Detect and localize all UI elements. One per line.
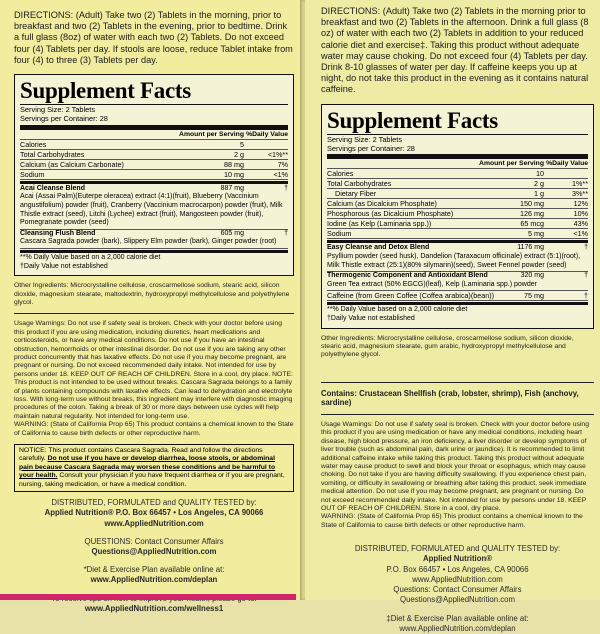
left-web: www.AppliedNutrition.com [104, 518, 204, 528]
right-company-name: Applied Nutrition® [423, 554, 492, 564]
right-servings: Servings per Container: 28 [327, 144, 415, 154]
left-fn1: **% Daily Value based on a 2,000 calorie diet [20, 253, 161, 261]
right-detox-blend: Easy Cleanse and Detox Blend 1176 mg † Psyllium powder (seed husk), Dandelion (Taraxacum officinale) extract (5:1)(root), Milk Thistle extract (25:1)(80% silymarin)(seed), Sweet Fennel powder (seed) [327, 244, 588, 272]
left-notice: NOTICE: This product contains Cascara Sagrada. Read and follow the directions carefully. Do not use if you have or develop diarrhea, loose stools, or abdominal pain because Cascara Sagrada may worsen these conditions and be harmful to your health. Consult your physician if you have frequent diarrhea or if you are pregnant, nursing, taking medication, or have a medical condition. [14, 444, 294, 492]
right-company-addr: P.O. Box 66457 • Los Angeles, CA 90066 [386, 564, 529, 574]
right-sf-title: Supplement Facts [327, 107, 588, 135]
right-diet-url: www.AppliedNutrition.com/deplan [399, 623, 516, 633]
right-directions: DIRECTIONS: (Adult) Take two (2) Tablets in the morning prior to breakfast and two (2) Tablets in the afternoon. Drink a full glass (8 oz) of water with each two (2) Tablets in addition to your reduced calorie diet and exercise‡. Taking this product without adequate water may cause choking. Do not exceed four (4) Tablets per day. Drink 8-10 glasses of water per day. If caffeine keeps you up at night, do not take this product in the evening as it contains natural caffeine. [321, 6, 589, 95]
right-fn2: †Daily Value not established [327, 315, 415, 322]
right-other-ingredients: Other Ingredients: Microcrystalline cellulose, croscarmellose sodium, silicon dioxide, stearic acid, magnesium stearate, gum arabic, hydroxypropyl methylcellulose and polyethylene glycol. [321, 334, 574, 359]
right-sf-row: Iodine (as Kelp (Laminaria spp.)) 65 mcg 43% [327, 219, 588, 229]
right-prop65-warning: WARNING: (State of California Prop 65) This product contains a chemical known to the State of California to cause birth defects or other reproductive harm. [321, 513, 583, 529]
right-usage-warnings: Usage Warnings: Do not use if safety seal is broken. Check with your doctor before using this product if you are using medication or have any medical conditions, including heart disease, high blood pressure, an iron deficiency, a liver disorder or develop symptoms of liver trouble (such as abdominal pain, dark urine or jaundice). It is recommended to limit additional caffeine intake while taking this product. Taking this product without adequate water may cause product to swell and block your throat or esophagus, which may cause choking. Do not take if you are having difficulty swallowing. If you experience chest pain, vomiting, or difficulty in swallowing or breathing after taking this product, seek immediate medical attention. Do not use if you may become pregnant, are pregnant or nursing. Do not exceed recommended daily intake. Not intended for use by persons under 18. KEEP OUT OF REACH OF CHILDREN. Store in a cool, dry place. [321, 421, 589, 513]
right-web: www.AppliedNutrition.com [412, 574, 503, 584]
left-prop65-warning: WARNING: (State of California Prop 65) This product contains a chemical known to the State of California to cause birth defects or other reproductive harm. [14, 421, 294, 437]
left-sf-row: Calcium (as Calcium Carbonate) 88 mg 7% [20, 159, 288, 169]
left-diet-url: www.AppliedNutrition.com/deplan [90, 575, 218, 585]
right-serving-size: Serving Size: 2 Tablets [327, 134, 403, 144]
left-sf-row: Sodium 10 mg <1% [20, 169, 288, 179]
right-fn1: **% Daily Value based on a 2,000 calorie diet [327, 306, 468, 314]
left-fn2: †Daily Value not established [20, 262, 108, 270]
left-acai-blend: Acai Cleanse Blend 887 mg † Acai (Assai Palm)(Euterpe oleracea) extract (4:1)(fruit), Blueberry (Vaccinium angustifolium) powder (fruit), Cranberry (Vaccinium macrocarpon) powder (fruit), Milk Thistle extract (seed), Litchi (Lychee) extract (fruit), Mangosteen powder (fruit), Pomegranate powder (seed) [20, 185, 288, 230]
left-supplement-facts [14, 74, 294, 276]
right-supplement-facts [321, 104, 594, 329]
left-sf-header: Amount per Serving %Daily Value [20, 130, 288, 140]
left-sf-title: Supplement Facts [20, 77, 288, 105]
right-sf-row: Calories 10 [327, 169, 588, 179]
right-questions-label: Questions: Contact Consumer Affairs [393, 585, 522, 595]
left-distributed: DISTRIBUTED, FORMULATED and QUALITY TESTED by: [51, 498, 257, 508]
left-sf-row: Total Carbohydrates 2 g <1%** [20, 149, 288, 159]
left-tips-url: www.AppliedNutrition.com/wellness1 [84, 603, 224, 613]
right-sf-row: Dietary Fiber 1 g 3%** [327, 189, 588, 199]
right-caffeine-row: Caffeine (from Green Coffee (Coffea arabica)(bean)) 75 mg † [327, 291, 588, 301]
left-other-ingredients: Other Ingredients: Microcrystalline cellulose, croscarmellose sodium, stearic acid, silicon dioxide, magnesium stearate, maltodextrin, hydroxypropyl methylcellulose and polyethylene glycol. [14, 282, 290, 306]
left-serving-size: Serving Size: 2 Tablets [20, 105, 96, 115]
left-flush-blend: Cleansing Flush Blend 605 mg † Cascara Sagrada powder (bark), Slippery Elm powder (bark), Ginger powder (root) [20, 230, 288, 249]
right-sf-row: Calcium (as Dicalcium Phosphate) 150 mg 12% [327, 199, 588, 209]
right-sf-header: Amount per Serving %Daily Value [327, 159, 588, 169]
right-package-panel [305, 0, 600, 633]
left-servings: Servings per Container: 28 [20, 114, 108, 124]
left-questions-email: Questions@AppliedNutrition.com [91, 546, 217, 556]
left-directions: DIRECTIONS: (Adult) Take two (2) Tablets in the morning, prior to breakfast and two (2) Tablets in the evening, prior to bedtime. Drink a full glass (8oz) of water with each two (2) Tablets. Do not exceed four (4) Tablets per day. If stools are loose, reduce Tablet intake from four (4) to three (3) Tablets per day. [14, 10, 293, 65]
left-package-panel [0, 0, 302, 613]
right-distributed: DISTRIBUTED, FORMULATED and QUALITY TESTED by: [354, 544, 561, 554]
left-diet-plan: *Diet & Exercise Plan available online at: [83, 565, 225, 575]
left-usage-warnings: Usage Warnings: Do not use if safety seal is broken. Check with your doctor before using this product if you are using medication, including diuretics, heart medications and corticosteroids, or have any medical conditions. Do not use if you have an intestinal obstruction, hemorrhoids or other intestinal disorder. Do not use if you are taking any other product concurrently that has laxative effects. Do not use if you may become pregnant, are pregnant or nursing. Do not exceed recommended daily intake. Not intended for use by persons under 18. KEEP OUT OF REACH OF CHILDREN. Store in a cool, dry place. NOTE: This product is not intended to be used without breaks. Cascara Sagrada belongs to a family of plants containing compounds with laxative effects. Can lead to dehydration and electrolyte loss. With long-term use without breaks, this ingredient may interfere with diagnostic imaging procedures of the colon. Taking a break of 30 or more days between use cycles will help maintain natural regularity. Not intended for long-term use. [14, 320, 293, 420]
right-diet-plan: ‡Diet & Exercise Plan available online at: [386, 613, 529, 623]
left-box-edge [0, 594, 296, 600]
right-questions-email: Questions@AppliedNutrition.com [400, 595, 515, 605]
left-sf-row: Calories 5 [20, 140, 288, 150]
right-sf-row: Total Carbohydrates 2 g 1%** [327, 179, 588, 189]
right-sf-row: Phosphorous (as Dicalcium Phosphate) 126 mg 10% [327, 209, 588, 219]
left-company: Applied Nutrition® P.O. Box 66457 • Los Angeles, CA 90066 [44, 508, 264, 518]
right-sf-row: Sodium 5 mg <1% [327, 229, 588, 239]
right-thermo-blend: Thermogenic Component and Antioxidant Blend 320 mg † Green Tea extract (50% EGCG)(leaf), Kelp (Laminaria spp.) powder [327, 272, 588, 291]
left-questions-label: QUESTIONS: Contact Consumer Affairs [84, 536, 224, 546]
right-contains: Contains: Crustacean Shellfish (crab, lobster, shrimp), Fish (anchovy, sardine) [321, 388, 579, 408]
